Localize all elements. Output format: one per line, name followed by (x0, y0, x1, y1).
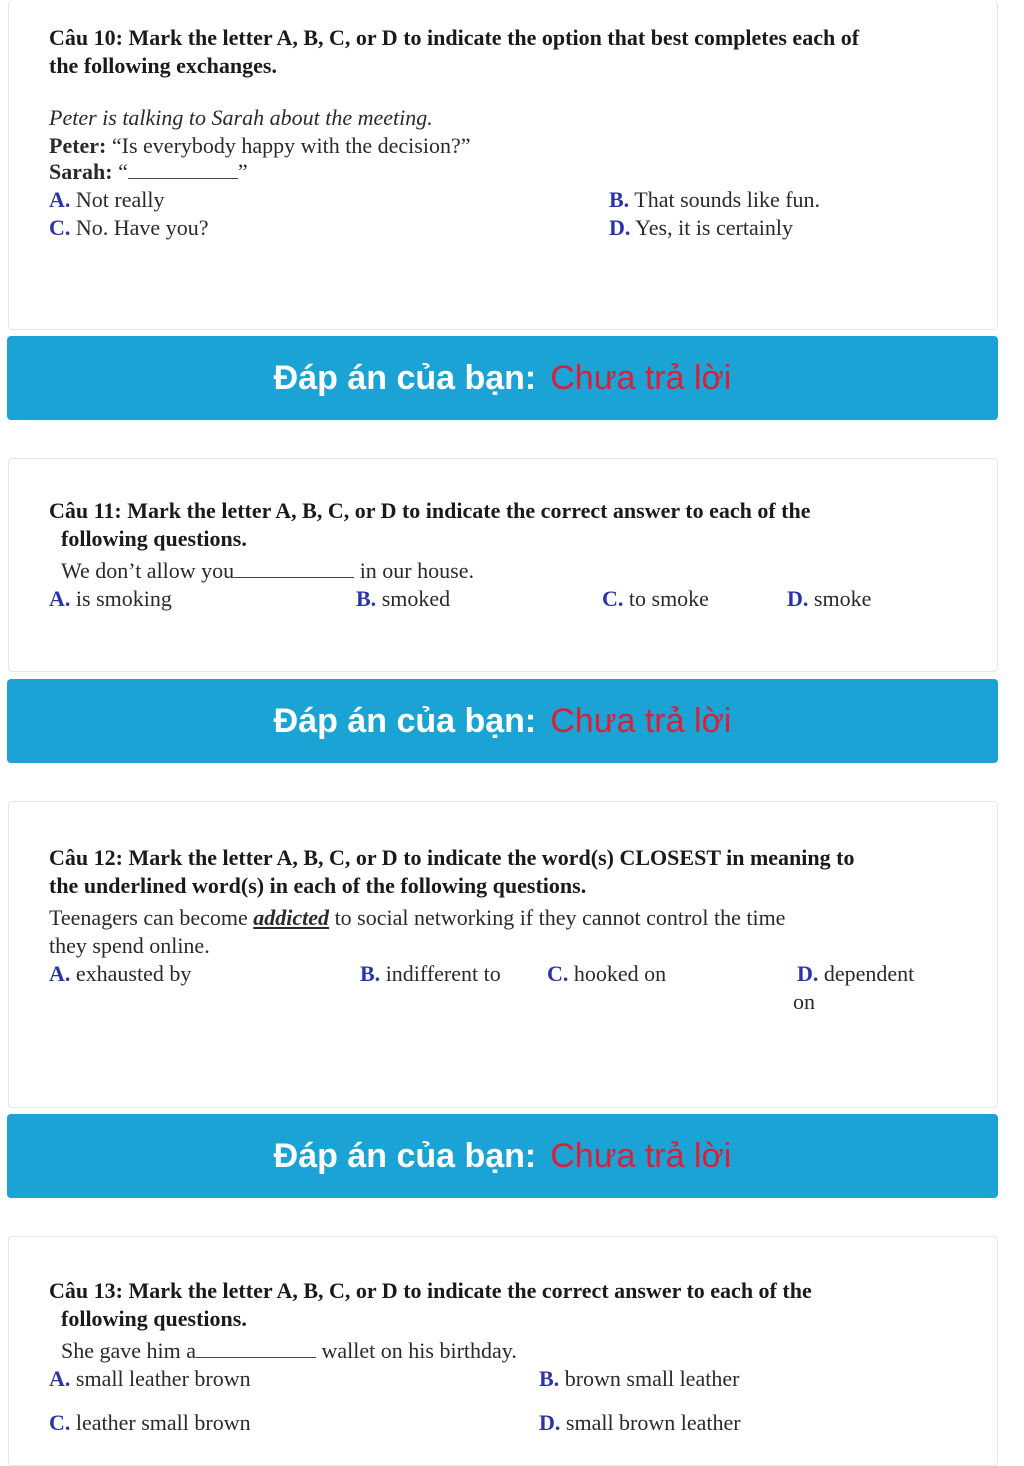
option-text: indifferent to (385, 961, 501, 986)
option-d[interactable] (539, 1409, 741, 1437)
option-text: exhausted by (75, 961, 192, 986)
option-text: Yes, it is certainly (635, 215, 793, 240)
question-title-line2: following questions. (61, 526, 247, 551)
underlined-word: addicted (253, 905, 330, 930)
question-title-line2: the underlined word(s) in each of the following questions. (49, 873, 587, 898)
option-b[interactable] (360, 960, 501, 988)
option-letter: C. (602, 586, 624, 611)
option-letter: B. (609, 187, 630, 212)
option-b[interactable] (539, 1365, 739, 1393)
option-letter: B. (356, 586, 377, 611)
option-c[interactable] (547, 960, 666, 988)
option-text: is smoking (75, 586, 172, 611)
option-letter: A. (49, 586, 71, 611)
question-card-11 (8, 458, 998, 672)
option-a[interactable] (49, 585, 172, 613)
question-card-13 (8, 1236, 998, 1466)
option-c[interactable] (49, 214, 208, 242)
option-d[interactable] (797, 960, 914, 988)
sentence-before: We don’t allow you (61, 558, 235, 583)
option-d-wrap: on (793, 989, 815, 1014)
close-quote: ” (237, 159, 248, 184)
question-title-line1: Câu 11: Mark the letter A, B, C, or D to indicate the correct answer to each of the (49, 498, 811, 523)
answer-label: Đáp án của bạn: (273, 1137, 537, 1175)
option-b[interactable] (356, 585, 450, 613)
answer-blank (128, 160, 238, 179)
answer-label: Đáp án của bạn: (273, 702, 537, 740)
option-text: small leather brown (75, 1366, 251, 1391)
option-letter: B. (539, 1366, 560, 1391)
question-title (49, 1277, 812, 1333)
option-d[interactable] (787, 585, 871, 613)
option-text: to smoke (628, 586, 709, 611)
option-letter: C. (547, 961, 569, 986)
question-sentence (61, 1337, 517, 1365)
speaker-name: Sarah: (49, 159, 113, 184)
sentence-after: to social networking if they cannot control the time (334, 905, 786, 930)
question-card-10 (8, 0, 998, 330)
open-quote: “ (118, 159, 128, 184)
option-letter: D. (787, 586, 809, 611)
answer-status-bar-11 (7, 679, 998, 763)
option-letter: B. (360, 961, 381, 986)
sentence-after: in our house. (359, 558, 474, 583)
option-letter: C. (49, 215, 71, 240)
question-card-12 (8, 801, 998, 1108)
question-title-line1: Câu 10: Mark the letter A, B, C, or D to indicate the option that best completes each of (49, 25, 860, 50)
question-title-line2: following questions. (61, 1306, 247, 1331)
question-sentence-line2: they spend online. (49, 933, 210, 958)
option-c[interactable] (49, 1409, 251, 1437)
option-a[interactable] (49, 1365, 251, 1393)
option-text: dependent (823, 961, 915, 986)
answer-label: Đáp án của bạn: (273, 359, 537, 397)
option-a[interactable] (49, 960, 191, 988)
dialogue-line-sarah (49, 158, 248, 186)
answer-status-bar-10 (7, 336, 998, 420)
option-letter: D. (797, 961, 819, 986)
sentence-after: wallet on his birthday. (321, 1338, 517, 1363)
question-title-line1: Câu 13: Mark the letter A, B, C, or D to indicate the correct answer to each of the (49, 1278, 812, 1303)
option-letter: A. (49, 1366, 71, 1391)
answer-blank (234, 559, 354, 578)
option-b[interactable] (609, 186, 820, 214)
option-d[interactable] (609, 214, 793, 242)
question-sentence (61, 557, 474, 585)
speaker-text: “Is everybody happy with the decision?” (111, 133, 471, 158)
option-letter: D. (539, 1410, 561, 1435)
option-letter: A. (49, 187, 71, 212)
option-letter: D. (609, 215, 631, 240)
question-title-line1: Câu 12: Mark the letter A, B, C, or D to indicate the word(s) CLOSEST in meaning to (49, 845, 855, 870)
answer-blank (196, 1339, 316, 1358)
answer-status-bar-12 (7, 1114, 998, 1198)
option-text: brown small leather (564, 1366, 740, 1391)
option-letter: A. (49, 961, 71, 986)
answer-status: Chưa trả lời (550, 702, 732, 740)
option-text: smoke (813, 586, 872, 611)
option-a[interactable] (49, 186, 164, 214)
option-text: small brown leather (565, 1410, 741, 1435)
question-title (49, 844, 854, 900)
option-text: leather small brown (75, 1410, 251, 1435)
question-title-line2: the following exchanges. (49, 53, 277, 78)
option-text: That sounds like fun. (634, 187, 821, 212)
question-title (49, 497, 811, 553)
option-letter: C. (49, 1410, 71, 1435)
answer-status: Chưa trả lời (550, 359, 732, 397)
question-sentence (49, 904, 785, 932)
option-text: Not really (75, 187, 165, 212)
answer-status: Chưa trả lời (550, 1137, 732, 1175)
question-context: Peter is talking to Sarah about the meeting. (49, 105, 433, 130)
option-text: hooked on (573, 961, 667, 986)
dialogue-line-peter (49, 132, 471, 160)
question-title (49, 24, 859, 80)
option-c[interactable] (602, 585, 709, 613)
sentence-before: She gave him a (61, 1338, 197, 1363)
option-text: smoked (381, 586, 451, 611)
sentence-before: Teenagers can become (49, 905, 248, 930)
option-text: No. Have you? (75, 215, 209, 240)
speaker-name: Peter: (49, 133, 107, 158)
